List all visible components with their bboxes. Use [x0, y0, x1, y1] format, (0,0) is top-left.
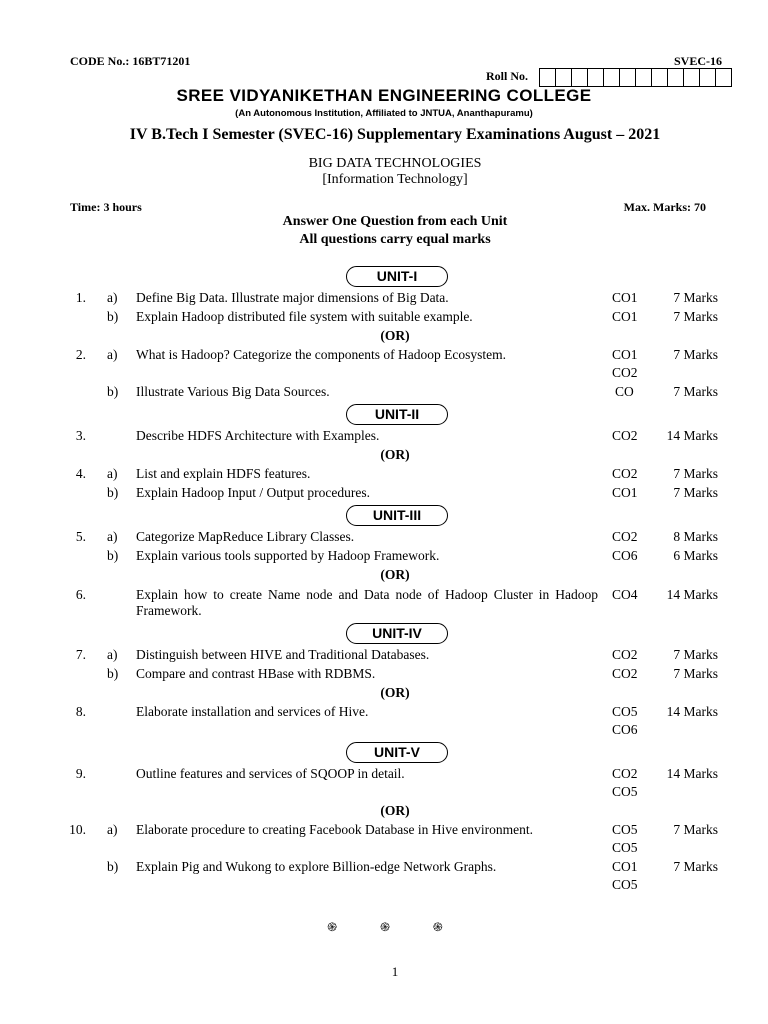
- course-outcome: CO2: [612, 428, 638, 443]
- sub-question-label: a): [107, 347, 118, 362]
- question-marks: 7 Marks: [673, 666, 718, 681]
- college-name: SREE VIDYANIKETHAN ENGINEERING COLLEGE: [176, 86, 592, 105]
- page-number: 1: [391, 964, 399, 979]
- question-number: 9.: [75, 766, 86, 781]
- unit-heading: UNIT-V: [346, 742, 448, 763]
- course-outcome: CO2 CO5: [612, 766, 638, 799]
- roll-box: [603, 68, 620, 87]
- subject-name: BIG DATA TECHNOLOGIES: [308, 156, 482, 171]
- question-number: 6.: [75, 587, 86, 602]
- question-text: Explain Hadoop Input / Output procedures.: [136, 485, 370, 500]
- regulation-scheme: SVEC-16: [673, 54, 722, 68]
- question-marks: 7 Marks: [673, 347, 718, 362]
- question-text: Outline features and services of SQOOP in detail.: [136, 766, 405, 781]
- sub-question-label: b): [107, 666, 119, 681]
- sub-question-label: a): [107, 822, 118, 837]
- sub-question-label: b): [107, 548, 119, 563]
- roll-number-label: Roll No.: [486, 69, 528, 83]
- course-outcome: CO: [615, 384, 634, 399]
- roll-box: [683, 68, 700, 87]
- question-paper-code: CODE No.: 16BT71201: [70, 54, 191, 68]
- question-marks: 14 Marks: [666, 766, 718, 781]
- question-marks: 7 Marks: [673, 309, 718, 324]
- question-marks: 7 Marks: [673, 384, 718, 399]
- course-outcome: CO2: [612, 466, 638, 481]
- course-outcome: CO5 CO5: [612, 822, 638, 855]
- course-outcome: CO2: [612, 666, 638, 681]
- question-text: Describe HDFS Architecture with Examples.: [136, 428, 380, 443]
- sub-question-label: b): [107, 859, 119, 874]
- question-marks: 6 Marks: [673, 548, 718, 563]
- question-number: 10.: [69, 822, 86, 837]
- course-outcome: CO4: [612, 587, 638, 602]
- roll-box: [571, 68, 588, 87]
- sub-question-label: b): [107, 485, 119, 500]
- question-text: Explain various tools supported by Hadoop Framework.: [136, 548, 440, 563]
- or-separator: (OR): [380, 803, 410, 818]
- or-separator: (OR): [380, 328, 410, 343]
- question-text: Explain Hadoop distributed file system with suitable example.: [136, 309, 473, 324]
- roll-box: [699, 68, 716, 87]
- question-number: 7.: [75, 647, 86, 662]
- question-text: Illustrate Various Big Data Sources.: [136, 384, 330, 399]
- roll-box: [619, 68, 636, 87]
- or-separator: (OR): [380, 567, 410, 582]
- or-separator: (OR): [380, 685, 410, 700]
- question-number: 8.: [75, 704, 86, 719]
- question-marks: 7 Marks: [673, 485, 718, 500]
- question-marks: 7 Marks: [673, 647, 718, 662]
- instruction-line-1: Answer One Question from each Unit: [282, 214, 508, 229]
- course-outcome: CO1 CO2: [612, 347, 638, 380]
- course-outcome: CO1: [612, 290, 638, 305]
- roll-box: [651, 68, 668, 87]
- question-text: Categorize MapReduce Library Classes.: [136, 529, 355, 544]
- question-text: Define Big Data. Illustrate major dimensions of Big Data.: [136, 290, 449, 305]
- exam-duration: Time: 3 hours: [70, 200, 142, 214]
- question-text: Compare and contrast HBase with RDBMS.: [136, 666, 376, 681]
- course-outcome: CO1 CO5: [612, 859, 638, 892]
- exam-title: IV B.Tech I Semester (SVEC-16) Supplementary Examinations August – 2021: [129, 126, 661, 143]
- question-number: 1.: [75, 290, 86, 305]
- question-marks: 7 Marks: [673, 290, 718, 305]
- unit-heading: UNIT-IV: [346, 623, 448, 644]
- unit-heading: UNIT-III: [346, 505, 448, 526]
- unit-heading: UNIT-I: [346, 266, 448, 287]
- course-outcome: CO5 CO6: [612, 704, 638, 737]
- question-marks: 7 Marks: [673, 859, 718, 874]
- max-marks: Max. Marks: 70: [623, 200, 706, 214]
- sub-question-label: b): [107, 309, 119, 324]
- question-text: What is Hadoop? Categorize the components of Hadoop Ecosystem.: [136, 347, 507, 362]
- question-text: List and explain HDFS features.: [136, 466, 311, 481]
- course-outcome: CO2: [612, 529, 638, 544]
- roll-box: [715, 68, 732, 87]
- question-number: 4.: [75, 466, 86, 481]
- question-text: Elaborate installation and services of Hive.: [136, 704, 369, 719]
- sub-question-label: a): [107, 529, 118, 544]
- question-marks: 14 Marks: [666, 704, 718, 719]
- roll-box: [667, 68, 684, 87]
- department-name: [Information Technology]: [322, 172, 468, 187]
- roll-box: [587, 68, 604, 87]
- end-ornaments: ֍ ֍ ֍: [327, 920, 463, 934]
- or-separator: (OR): [380, 447, 410, 462]
- roll-box: [635, 68, 652, 87]
- sub-question-label: b): [107, 384, 119, 399]
- course-outcome: CO2: [612, 647, 638, 662]
- question-marks: 8 Marks: [673, 529, 718, 544]
- course-outcome: CO6: [612, 548, 638, 563]
- college-affiliation: (An Autonomous Institution, Affiliated to JNTUA, Ananthapuramu): [235, 108, 533, 119]
- roll-box: [539, 68, 556, 87]
- roll-box: [555, 68, 572, 87]
- question-text: Distinguish between HIVE and Traditional Databases.: [136, 647, 430, 662]
- question-marks: 7 Marks: [673, 822, 718, 837]
- question-number: 2.: [75, 347, 86, 362]
- instruction-line-2: All questions carry equal marks: [299, 232, 491, 247]
- question-text: Explain how to create Name node and Data node of Hadoop Cluster in Hadoop Framework.: [136, 587, 598, 618]
- course-outcome: CO1: [612, 485, 638, 500]
- roll-number-boxes: [540, 68, 732, 87]
- question-number: 5.: [75, 529, 86, 544]
- sub-question-label: a): [107, 647, 118, 662]
- sub-question-label: a): [107, 466, 118, 481]
- course-outcome: CO1: [612, 309, 638, 324]
- sub-question-label: a): [107, 290, 118, 305]
- question-marks: 7 Marks: [673, 466, 718, 481]
- question-text: Elaborate procedure to creating Facebook Database in Hive environment.: [136, 822, 533, 837]
- question-text: Explain Pig and Wukong to explore Billion-edge Network Graphs.: [136, 859, 497, 874]
- question-marks: 14 Marks: [666, 428, 718, 443]
- question-marks: 14 Marks: [666, 587, 718, 602]
- question-number: 3.: [75, 428, 86, 443]
- unit-heading: UNIT-II: [346, 404, 448, 425]
